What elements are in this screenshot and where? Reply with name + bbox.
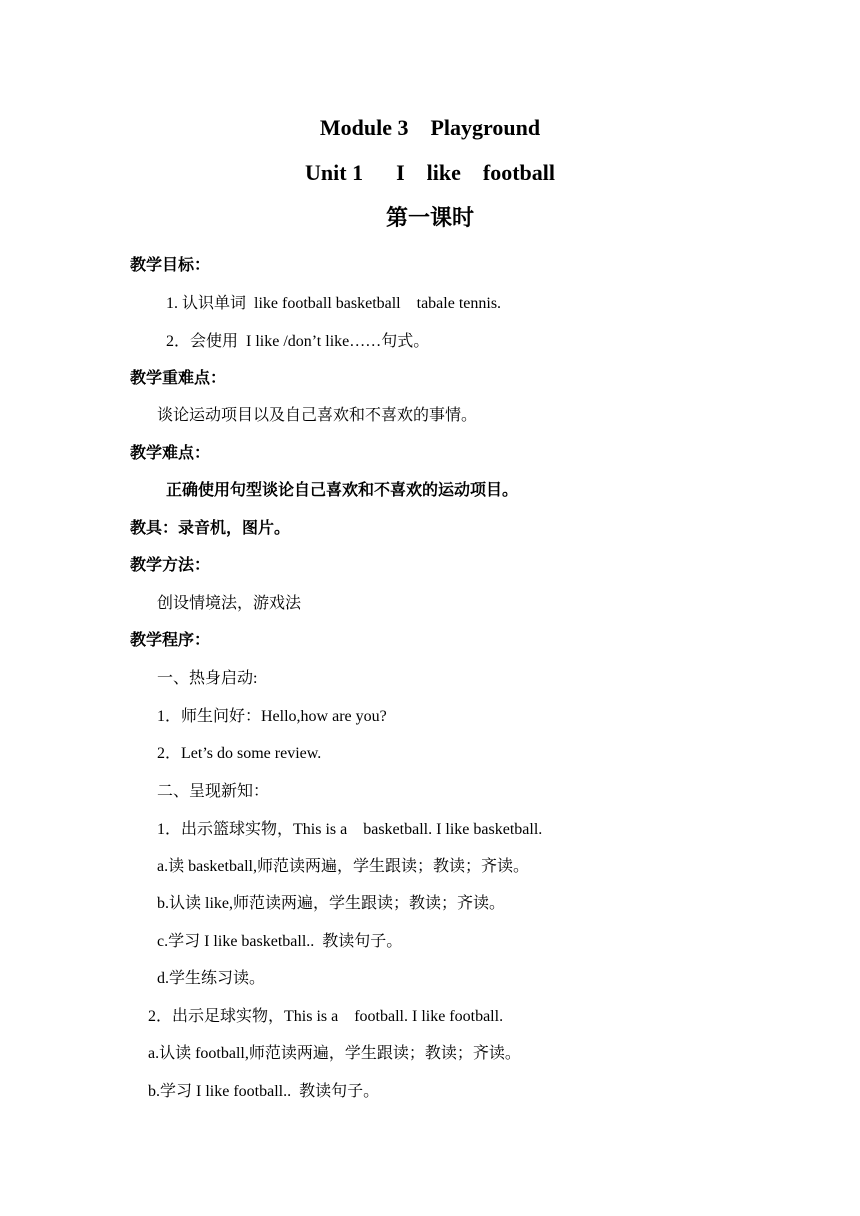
presentation-item-2a: a.认读 football,师范读两遍，学生跟读；教读；齐读。 [148, 1045, 521, 1062]
presentation-item-1b: b.认读 like,师范读两遍，学生跟读；教读；齐读。 [157, 895, 505, 912]
objective-item-2: 2．会使用 I like /don’t like……句式。 [166, 333, 430, 350]
presentation-item-1a: a.读 basketball,师范读两遍，学生跟读；教读；齐读。 [157, 858, 529, 875]
warmup-heading: 一、热身启动: [157, 670, 258, 687]
presentation-heading: 二、呈现新知： [157, 783, 270, 800]
key-points-text: 谈论运动项目以及自己喜欢和不喜欢的事情。 [157, 407, 478, 424]
presentation-item-1c: c.学习 I like basketball.. 教读句子。 [157, 933, 403, 950]
presentation-item-2b: b.学习 I like football.. 教读句子。 [148, 1083, 380, 1100]
presentation-item-1d: d.学生练习读。 [157, 970, 266, 987]
methods-text: 创设情境法，游戏法 [157, 595, 302, 612]
teaching-aids-line: 教具：录音机，图片。 [130, 520, 291, 537]
module-title: Module 3 Playground [319, 115, 541, 140]
objectives-heading: 教学目标： [130, 257, 211, 274]
objective-item-1: 1. 认识单词 like football basketball tabale tennis. [166, 295, 502, 312]
unit-title: Unit 1 I like football [305, 160, 555, 185]
difficulty-text: 正确使用句型谈论自己喜欢和不喜欢的运动项目。 [166, 482, 519, 499]
lesson-title: 第一课时 [385, 205, 474, 230]
presentation-item-2: 2．出示足球实物，This is a football. I like football. [148, 1008, 504, 1025]
difficulty-heading: 教学难点： [130, 445, 211, 462]
warmup-item-2: 2．Let’s do some review. [157, 745, 322, 762]
procedure-heading: 教学程序： [130, 632, 211, 649]
key-points-heading: 教学重难点： [130, 370, 227, 387]
warmup-item-1: 1．师生问好：Hello,how are you? [157, 708, 387, 725]
presentation-item-1: 1．出示篮球实物，This is a basketball. I like basketball. [157, 821, 543, 838]
methods-heading: 教学方法： [130, 557, 211, 574]
